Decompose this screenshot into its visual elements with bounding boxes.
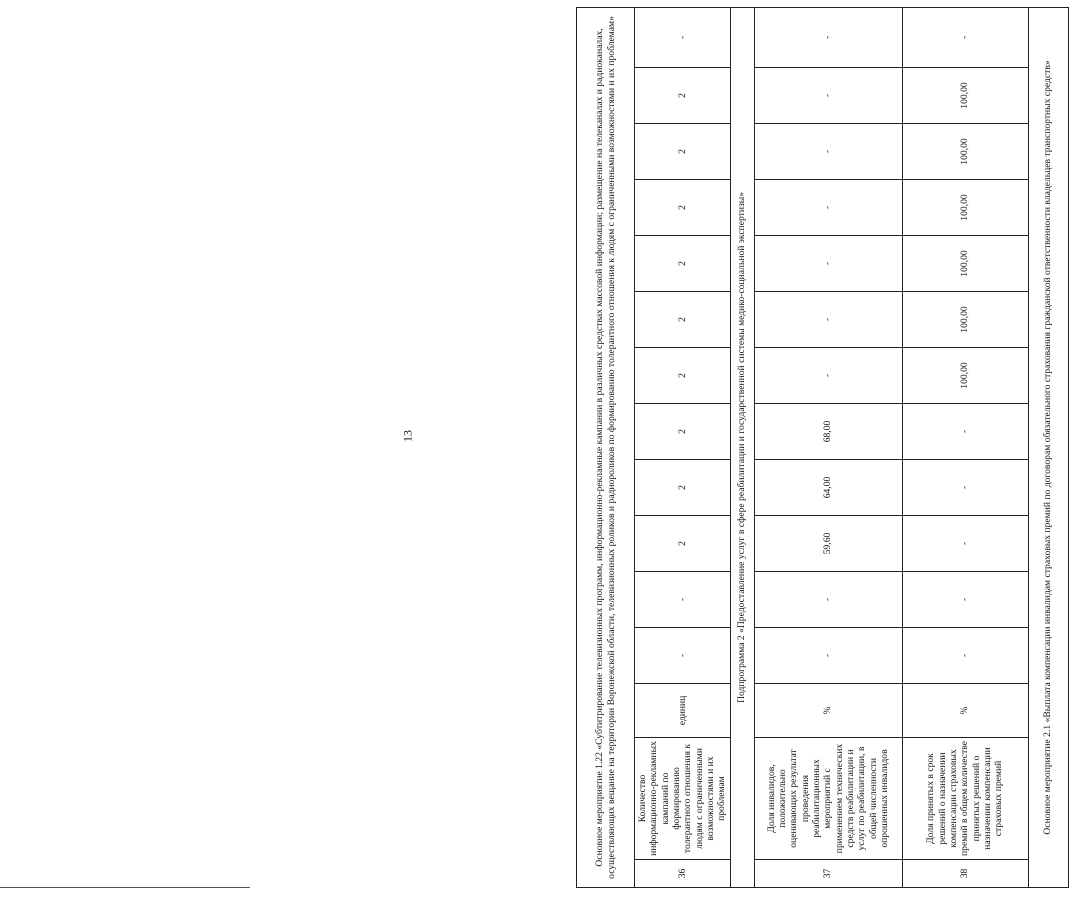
- row-number: 38: [902, 860, 1028, 888]
- indicator-name: Количество информационно-рекламных кампаний по формированию толерантного отношения к людям с ограниченными возможностями и их проблемам: [635, 738, 731, 860]
- table-row: [902, 7, 1028, 887]
- value-cell: 2: [635, 124, 731, 180]
- value-cell: 100,00: [902, 180, 1028, 236]
- value-cell: -: [754, 236, 902, 292]
- unit-cell: %: [754, 684, 902, 738]
- bottom-rule: [0, 887, 250, 888]
- row-number: 37: [754, 860, 902, 888]
- rotated-table-page: [576, 8, 1084, 888]
- section-row-measure-1-22: [577, 7, 635, 887]
- value-cell: -: [754, 348, 902, 404]
- value-cell: -: [754, 180, 902, 236]
- value-cell: -: [635, 572, 731, 628]
- value-cell: 2: [635, 236, 731, 292]
- value-cell: 2: [635, 404, 731, 460]
- value-cell: 2: [635, 516, 731, 572]
- value-cell: 64,00: [754, 460, 902, 516]
- value-cell: 100,00: [902, 292, 1028, 348]
- value-cell: -: [754, 628, 902, 684]
- value-cell: 100,00: [902, 124, 1028, 180]
- table-row: [635, 7, 731, 887]
- row-number: 36: [635, 860, 731, 888]
- value-cell: -: [902, 460, 1028, 516]
- value-cell: 68,00: [754, 404, 902, 460]
- value-cell: -: [902, 516, 1028, 572]
- value-cell: -: [902, 7, 1028, 67]
- value-cell: 100,00: [902, 236, 1028, 292]
- value-cell: -: [902, 572, 1028, 628]
- value-cell: -: [754, 292, 902, 348]
- value-cell: -: [635, 628, 731, 684]
- section-row-measure-2-1: [1028, 7, 1068, 887]
- value-cell: -: [754, 572, 902, 628]
- unit-cell: единиц: [635, 684, 731, 738]
- value-cell: 100,00: [902, 348, 1028, 404]
- value-cell: 2: [635, 292, 731, 348]
- section-title: Основное мероприятие 2.1 «Выплата компенсации инвалидам страховых премий по договорам обязательного страхования гражданской ответственности владельцев транспортных средств»: [1028, 7, 1068, 887]
- unit-cell: %: [902, 684, 1028, 738]
- section-title: Подпрограмма 2 «Предоставление услуг в сфере реабилитации и государственной системы медико-социальной экспертизы»: [730, 7, 754, 887]
- indicator-name: Доля инвалидов, положительно оценивающих результат проведения реабилитационных мероприятий с применением технических средств реабилитации и услуг по реабилитации, в общей численности опрошенных инвалидов: [754, 738, 902, 860]
- value-cell: -: [754, 68, 902, 124]
- section-row-subprogram-2: [730, 7, 754, 887]
- section-title: Основное мероприятие 1.22 «Субтитрирование телевизионных программ, информационно-рекламные кампании в различных средствах массовой информации; размещение на телеканалах и радиоканалах, осуществляющих вещание на территории Воронежской области, телевизионных роликов и радиороликов по формированию толерантного отношения к людям с ограниченными возможностями и их проблемам»: [577, 7, 635, 887]
- value-cell: 59,60: [754, 516, 902, 572]
- value-cell: -: [754, 7, 902, 67]
- page-number: 13: [400, 430, 415, 442]
- value-cell: -: [635, 7, 731, 67]
- indicator-name: Доля принятых в срок решений о назначении компенсации страховых премий в общем количестве принятых решений о назначении компенсации страховых премий: [902, 738, 1028, 860]
- value-cell: 2: [635, 460, 731, 516]
- value-cell: 2: [635, 180, 731, 236]
- value-cell: 100,00: [902, 68, 1028, 124]
- value-cell: -: [754, 124, 902, 180]
- table-row: [754, 7, 902, 887]
- value-cell: 2: [635, 68, 731, 124]
- value-cell: -: [902, 404, 1028, 460]
- indicators-table: [576, 7, 1069, 888]
- value-cell: 2: [635, 348, 731, 404]
- value-cell: -: [902, 628, 1028, 684]
